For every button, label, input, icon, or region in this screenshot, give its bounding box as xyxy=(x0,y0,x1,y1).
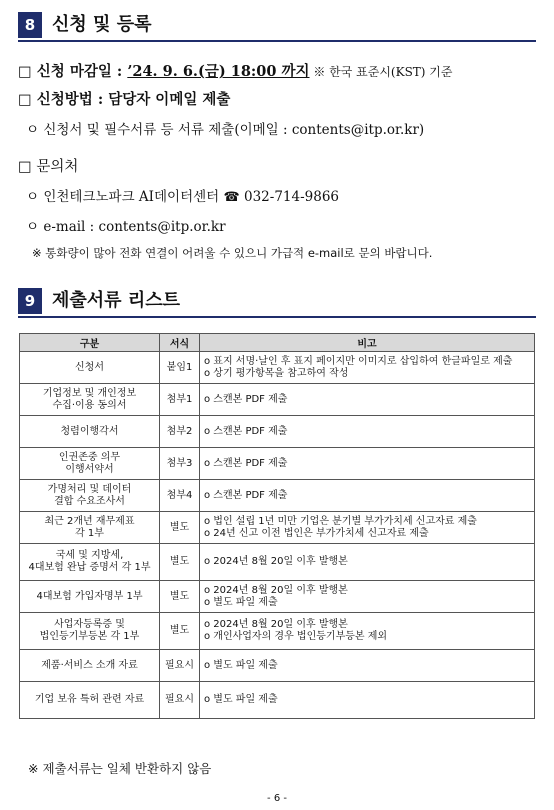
doc-remarks xyxy=(200,384,535,416)
remark-line: o 별도 파일 제출 xyxy=(204,659,278,671)
doc-category xyxy=(20,512,160,544)
remark-line: o 별도 파일 제출 xyxy=(204,694,278,705)
contact-head-text: 문의처 xyxy=(36,159,79,175)
remark-line: o 2024년 8월 20일 이후 발행본 xyxy=(204,584,348,596)
doc-form: 첨부4 xyxy=(160,480,200,512)
doc-remarks xyxy=(200,682,535,719)
doc-category xyxy=(20,613,160,650)
doc-category-line: 수집·이용 동의서 xyxy=(52,399,127,411)
deadline-value: ’24. 9. 6.(금) 18:00 까지 xyxy=(127,63,310,80)
remark-line: o 별도 파일 제출 xyxy=(204,596,278,608)
remark-line: o 스캔본 PDF 제출 xyxy=(204,457,288,469)
contact-email-text: e-mail : contents@itp.or.kr xyxy=(43,219,226,235)
contact-email-line xyxy=(26,215,546,235)
doc-remarks xyxy=(200,480,535,512)
page-number: - 6 - xyxy=(267,793,287,804)
remark-line: o 표지 서명·날인 후 표지 페이지만 이미지로 삽입하여 한글파일로 제출 xyxy=(204,355,513,367)
table-row xyxy=(20,480,535,512)
remark-line: o 법인 설립 1년 미만 기업은 분기별 부가가치세 신고자료 제출 xyxy=(204,515,477,527)
table-row xyxy=(20,352,535,384)
remark-line: o 스캔본 PDF 제출 xyxy=(204,489,288,501)
doc-remarks xyxy=(200,581,535,613)
doc-form: 별도 xyxy=(160,544,200,581)
contact-org-text: 인천테크노파크 AI데이터센터 xyxy=(43,189,224,205)
table-row xyxy=(20,544,535,581)
method-line xyxy=(18,88,538,109)
remark-line: o 2024년 8월 20일 이후 발행본 xyxy=(204,619,348,630)
doc-category-line: 법인등기부등본 각 1부 xyxy=(39,631,140,642)
doc-category-line: 최근 2개년 재무제표 xyxy=(44,515,135,527)
square-bullet: □ xyxy=(18,91,32,108)
documents-table xyxy=(19,333,535,719)
doc-category-line: 신청서 xyxy=(75,361,104,373)
doc-category-line: 4대보험 완납 증명서 각 1부 xyxy=(28,562,151,573)
method-detail-line xyxy=(26,118,546,138)
contact-phone: 032-714-9866 xyxy=(239,189,340,205)
circle-bullet: ㅇ xyxy=(26,189,40,205)
table-row xyxy=(20,448,535,480)
doc-form: 별도 xyxy=(160,581,200,613)
doc-remarks xyxy=(200,613,535,650)
square-bullet: □ xyxy=(18,63,32,80)
table-row xyxy=(20,512,535,544)
method-detail-text: 신청서 및 필수서류 등 서류 제출(이메일 : contents@itp.or.kr) xyxy=(43,122,425,138)
doc-remarks xyxy=(200,512,535,544)
deadline-line xyxy=(18,60,538,81)
doc-form: 필요시 xyxy=(160,682,200,719)
square-bullet: □ xyxy=(18,159,32,175)
section-9-title: 제출서류 리스트 xyxy=(52,290,180,311)
doc-category-line: 청렴이행각서 xyxy=(60,425,119,437)
doc-category-line: 가명처리 및 데이터 xyxy=(47,483,132,495)
doc-category-line: 제품·서비스 소개 자료 xyxy=(41,659,138,671)
section-8-number: 8 xyxy=(18,12,42,38)
doc-category xyxy=(20,416,160,448)
circle-bullet: ㅇ xyxy=(26,219,40,235)
header-category: 구분 xyxy=(20,334,160,352)
table-row xyxy=(20,613,535,650)
table-row xyxy=(20,416,535,448)
doc-category xyxy=(20,480,160,512)
deadline-note: ※ 한국 표준시(KST) 기준 xyxy=(309,65,453,79)
table-row xyxy=(20,650,535,682)
doc-form: 붙임1 xyxy=(160,352,200,384)
remark-line: o 2024년 8월 20일 이후 발행본 xyxy=(204,556,348,567)
doc-form: 별도 xyxy=(160,613,200,650)
contact-head-line xyxy=(18,155,538,176)
doc-category-line: 국세 및 지방세, xyxy=(55,550,124,561)
doc-form: 첨부1 xyxy=(160,384,200,416)
section-8-title: 신청 및 등록 xyxy=(52,14,152,35)
doc-form: 별도 xyxy=(160,512,200,544)
remark-line: o 상기 평가항목을 참고하여 작성 xyxy=(204,367,349,379)
doc-category-line: 결합 수요조사서 xyxy=(54,495,125,507)
remark-line: o 스캔본 PDF 제출 xyxy=(204,393,288,405)
remark-line: o 24년 신고 이전 법인은 부가가치세 신고자료 제출 xyxy=(204,527,429,539)
doc-category-line: 4대보험 가입자명부 1부 xyxy=(36,590,143,602)
doc-category xyxy=(20,448,160,480)
doc-category xyxy=(20,650,160,682)
table-row xyxy=(20,682,535,719)
doc-category-line: 기업정보 및 개인정보 xyxy=(42,387,137,399)
doc-category xyxy=(20,352,160,384)
circle-bullet: ㅇ xyxy=(26,122,40,138)
table-row xyxy=(20,384,535,416)
doc-form: 첨부2 xyxy=(160,416,200,448)
doc-remarks xyxy=(200,544,535,581)
doc-category-line: 각 1부 xyxy=(75,527,104,539)
doc-category xyxy=(20,384,160,416)
return-note: ※ 제출서류는 일체 반환하지 않음 xyxy=(28,761,212,776)
doc-category-line: 기업 보유 특허 관련 자료 xyxy=(34,694,145,705)
remark-line: o 개인사업자의 경우 법인등기부등본 제외 xyxy=(204,631,388,642)
section-9-number: 9 xyxy=(18,288,42,314)
doc-category xyxy=(20,581,160,613)
doc-remarks xyxy=(200,416,535,448)
doc-category-line: 이행서약서 xyxy=(65,463,114,475)
phone-icon: ☎ xyxy=(223,190,240,205)
doc-form: 첨부3 xyxy=(160,448,200,480)
contact-note: ※ 통화량이 많아 전화 연결이 어려울 수 있으니 가급적 e-mail로 문의 바랍니다. xyxy=(32,246,433,260)
doc-remarks xyxy=(200,352,535,384)
doc-category-line: 인권존중 의무 xyxy=(58,451,121,463)
section-8-header xyxy=(18,10,536,42)
doc-category xyxy=(20,682,160,719)
doc-category xyxy=(20,544,160,581)
doc-category-line: 사업자등록증 및 xyxy=(54,619,125,630)
method-text: 신청방법 : 담당자 이메일 제출 xyxy=(36,91,231,108)
doc-remarks xyxy=(200,448,535,480)
header-form: 서식 xyxy=(160,334,200,352)
header-remarks: 비고 xyxy=(200,334,535,352)
contact-org-line xyxy=(26,185,546,205)
section-9-header xyxy=(18,286,536,318)
remark-line: o 스캔본 PDF 제출 xyxy=(204,425,288,437)
doc-remarks xyxy=(200,650,535,682)
doc-form: 필요시 xyxy=(160,650,200,682)
deadline-label: 신청 마감일 : xyxy=(36,63,128,80)
table-row xyxy=(20,581,535,613)
